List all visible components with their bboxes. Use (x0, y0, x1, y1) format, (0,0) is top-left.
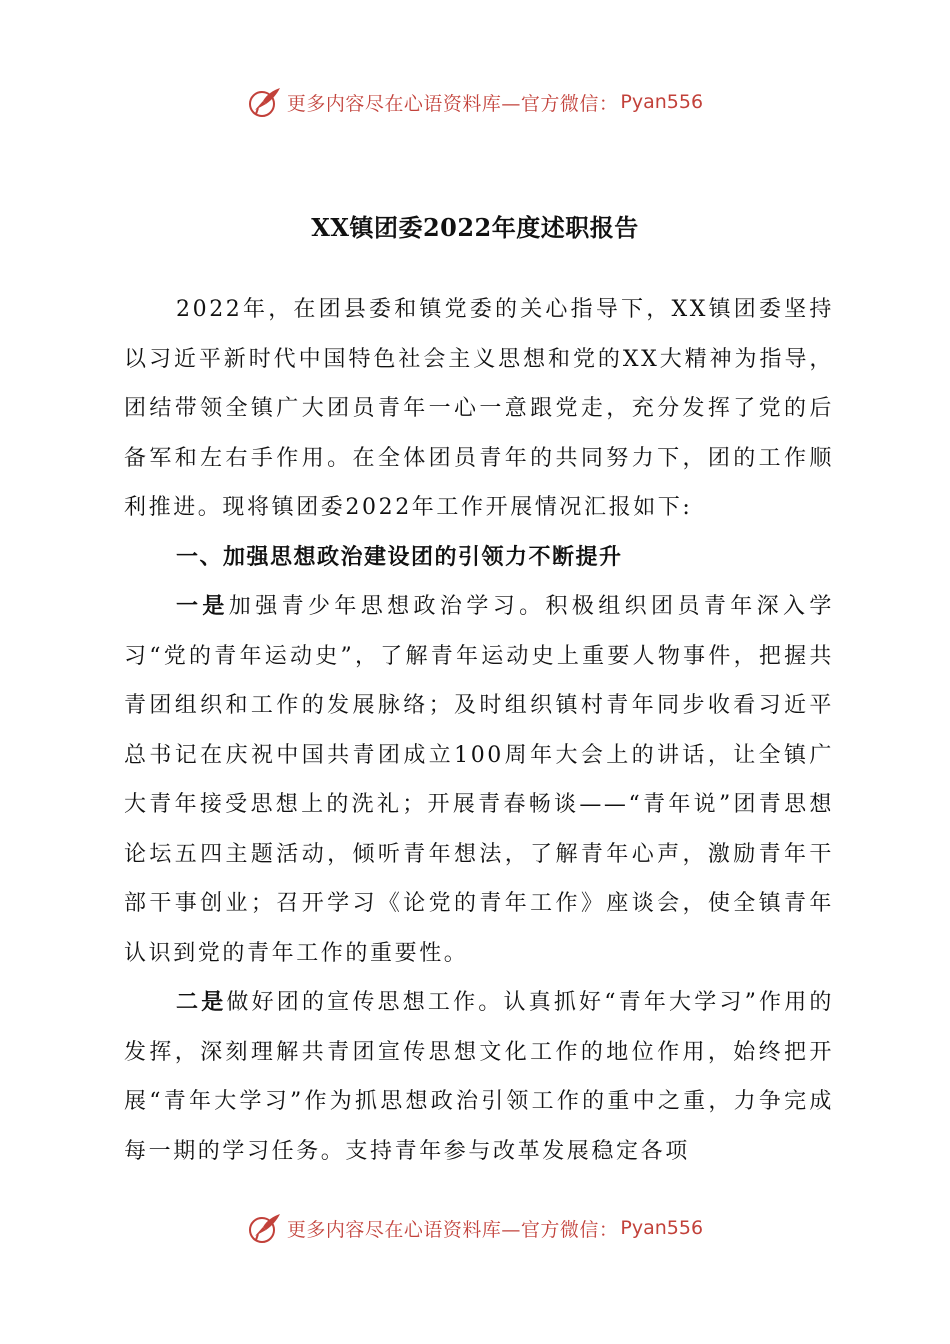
header-watermark-banner (0, 82, 950, 122)
paragraph-2 (124, 978, 834, 1176)
paragraph-2-text: 做好团的宣传思想工作。认真抓好“青年大学习”作用的发挥，深刻理解共青团宣传思想文化工作的地位作用，始终把开展“青年大学习”作为抓思想政治引领工作的重中之重，力争完成每一期的学习任务。支持青年参与改革发展稳定各项 (124, 990, 835, 1164)
document-title: XX镇团委2022年度述职报告 (311, 213, 639, 242)
quill-logo-icon (247, 1210, 283, 1246)
banner-wechat-id: Pyan556 (620, 1217, 704, 1239)
banner-text: 更多内容尽在心语资料库—官方微信： (286, 92, 619, 115)
paragraph-1-text: 加强青少年思想政治学习。积极组织团员青年深入学习“党的青年运动史”，了解青年运动史上重要人物事件，把握共青团组织和工作的发展脉络；及时组织镇村青年同步收看习近平总书记在庆祝中国共青团成立100周年大会上的讲话，让全镇广大青年接受思想上的洗礼；开展青春畅谈——“青年说”团青思想论坛五四主题活动，倾听青年想法，了解青年心声，激励青年干部干事创业；召开学习《论党的青年工作》座谈会，使全镇青年认识到党的青年工作的重要性。 (124, 594, 835, 966)
section-heading: 一、加强思想政治建设团的引领力不断提升 (176, 544, 623, 570)
document-body (124, 285, 834, 1176)
paragraph-1-lead: 一是 (176, 594, 229, 619)
paragraph-1 (124, 582, 834, 978)
quill-logo-icon (247, 84, 283, 120)
banner-wechat-id: Pyan556 (620, 91, 704, 113)
intro-paragraph: 2022年，在团县委和镇党委的关心指导下，XX镇团委坚持以习近平新时代中国特色社会主义思想和党的XX大精神为指导，团结带领全镇广大团员青年一心一意跟党走，充分发挥了党的后备军和左右手作用。在全体团员青年的共同努力下，团的工作顺利推进。现将镇团委2022年工作开展情况汇报如下: (124, 297, 834, 520)
footer-watermark-banner (0, 1208, 950, 1248)
paragraph-2-lead: 二是 (176, 990, 227, 1015)
banner-text: 更多内容尽在心语资料库—官方微信： (286, 1218, 619, 1241)
